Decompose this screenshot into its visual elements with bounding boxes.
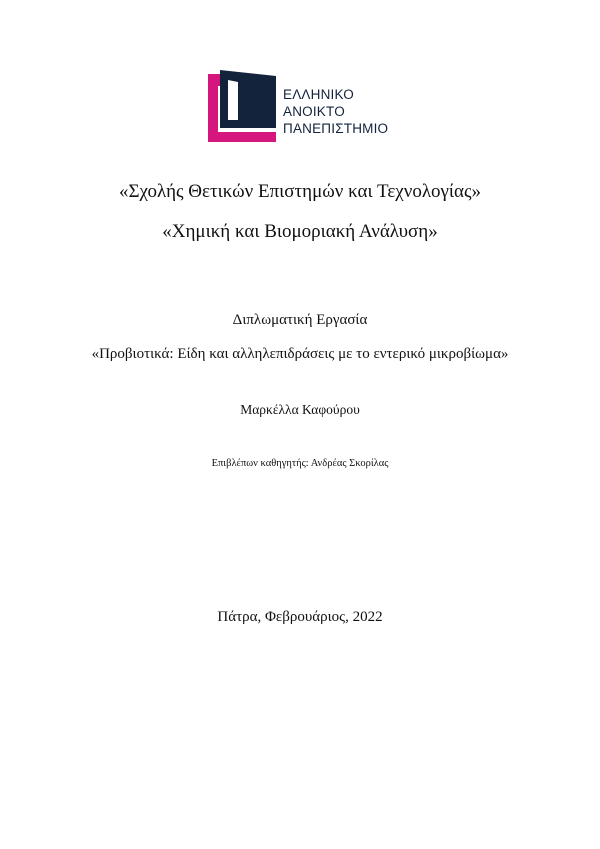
program-name: «Χημική και Βιομοριακή Ανάλυση»	[162, 221, 438, 242]
place-date: Πάτρα, Φεβρουάριος, 2022	[217, 609, 383, 625]
supervisor: Επιβλέπων καθηγητής: Ανδρέας Σκορίλας	[211, 458, 389, 469]
thesis-title: «Προβιοτικά: Είδη και αλληλεπιδράσεις με το εντερικό μικροβίωμα»	[91, 346, 509, 362]
university-logo-icon	[208, 70, 276, 142]
logo-line-2: ΑΝΟΙΚΤΟ	[283, 104, 345, 119]
school-name: «Σχολής Θετικών Επιστημών και Τεχνολογίας»	[118, 181, 482, 202]
author-name: Μαρκέλλα Καφούρου	[240, 402, 360, 417]
document-type: Διπλωματική Εργασία	[232, 312, 368, 328]
university-name	[283, 86, 388, 137]
logo-line-3: ΠΑΝΕΠΙΣΤΗΜΙΟ	[283, 121, 389, 136]
university-logo	[208, 70, 408, 144]
logo-line-1: ΕΛΛΗΝΙΚΟ	[283, 87, 354, 102]
